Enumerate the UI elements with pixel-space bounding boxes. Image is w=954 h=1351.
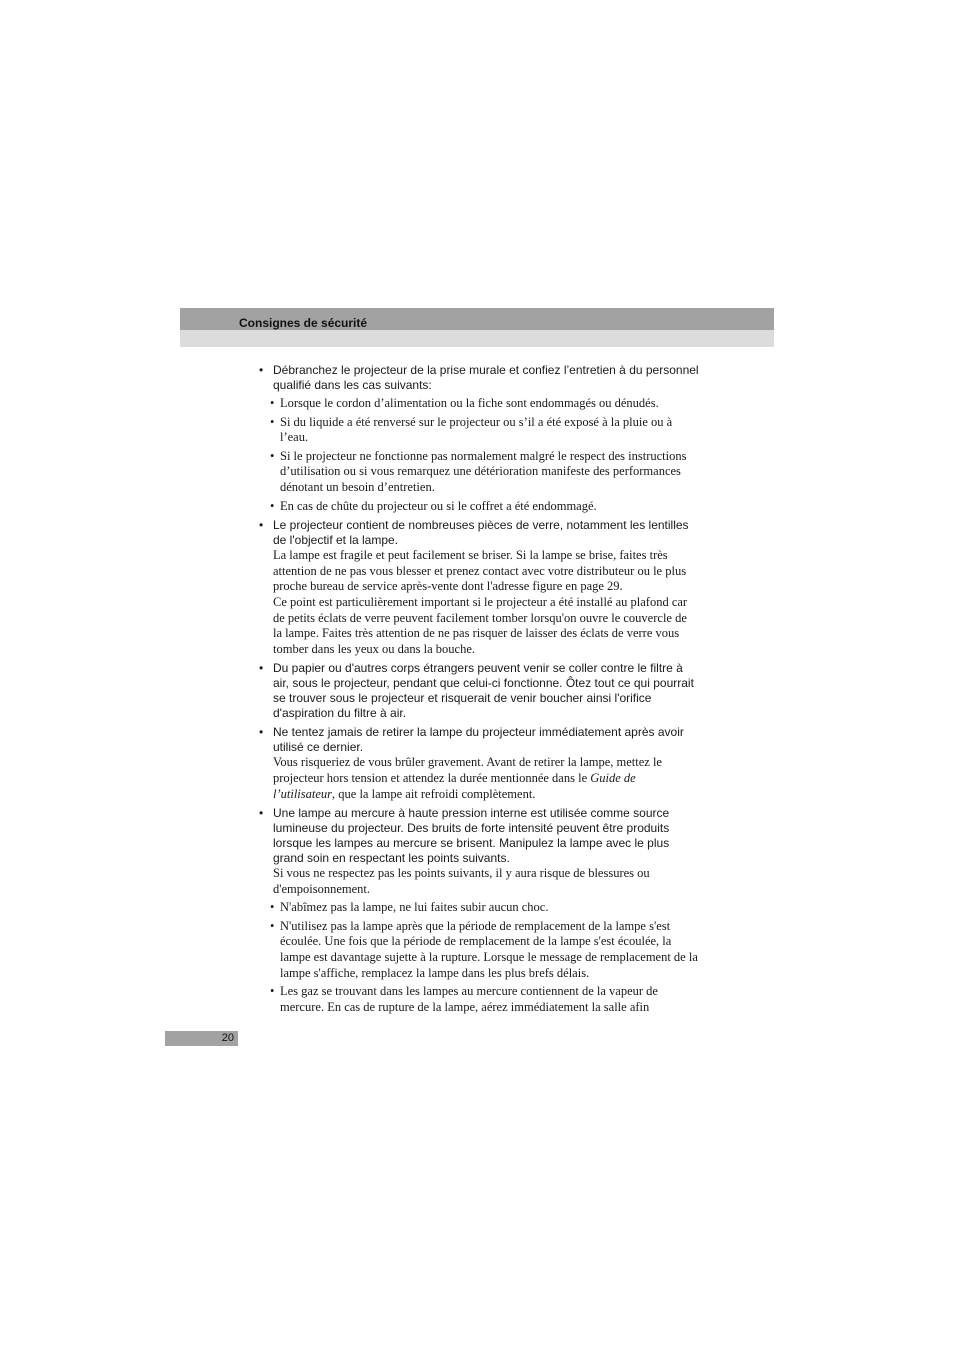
list-item bbox=[259, 363, 699, 514]
item-body-text: , que la lampe ait refroidi complètement. bbox=[332, 786, 536, 801]
sub-item bbox=[259, 919, 699, 981]
page-number-tab bbox=[165, 1031, 238, 1046]
item-lead: Débranchez le projecteur de la prise murale et confiez l’entretien à du personnel qualifié dans les cas suivants: bbox=[273, 363, 699, 392]
sub-item bbox=[259, 900, 699, 916]
bullet-icon: • bbox=[259, 725, 264, 740]
item-lead: Du papier ou d'autres corps étrangers peuvent venir se coller contre le filtre à air, sous le projecteur, pendant que celui-ci fonctionne. Ôtez tout ce qui pourrait se trouver sous le projecteur et risquerait de venir boucher ainsi l'orifice d'aspiration du filtre à air. bbox=[273, 661, 694, 721]
sub-item bbox=[259, 396, 699, 412]
item-body-text: Vous risqueriez de vous brûler gravement. Avant de retirer la lampe, mettez le projecteur hors tension et attendez la durée mentionnée dans le bbox=[273, 755, 662, 785]
sub-item bbox=[259, 415, 699, 446]
sub-list bbox=[259, 900, 699, 1015]
safety-instructions bbox=[259, 363, 699, 1019]
item-body: Si vous ne respectez pas les points suivants, il y aura risque de blessures ou d'empoisonnement. bbox=[273, 866, 650, 896]
bullet-icon: • bbox=[259, 363, 264, 377]
sub-item bbox=[259, 449, 699, 496]
bullet-icon: • bbox=[270, 984, 275, 999]
sub-list bbox=[259, 396, 699, 514]
bullet-icon: • bbox=[259, 518, 264, 533]
item-lead: Une lampe au mercure à haute pression interne est utilisée comme source lumineuse du projecteur. Des bruits de forte intensité peuvent être produits lorsque les lampes au mercure se brisent. Manipulez la lampe avec le plus grand soin en respectant les points suivants. bbox=[273, 806, 670, 866]
bullet-icon: • bbox=[270, 900, 275, 915]
section-header-bar bbox=[180, 308, 774, 330]
bullet-icon: • bbox=[270, 396, 275, 410]
list-item bbox=[259, 518, 699, 657]
list-item bbox=[259, 725, 699, 802]
page-number: 20 bbox=[221, 1032, 234, 1044]
sub-item-text: N'abîmez pas la lampe, ne lui faites subir aucun choc. bbox=[280, 900, 549, 915]
bullet-icon: • bbox=[270, 448, 275, 463]
bullet-icon: • bbox=[259, 661, 264, 676]
bullet-icon: • bbox=[270, 498, 275, 513]
item-body: La lampe est fragile et peut facilement se briser. Si la lampe se brise, faites très attention de ne pas vous blesser et prenez contact avec votre distributeur ou le plus proche bureau de service après-vente dont l'adresse figure en page 29. bbox=[273, 548, 687, 594]
sub-item-text: N'utilisez pas la lampe après que la période de remplacement de la lampe s'est écoulée. Une fois que la période de remplacement de la lampe s'est écoulée, la lampe est davantage sujette à la rupture. Lorsque le message de remplacement de la lampe s'affiche, remplacez la lampe dans les plus brefs délais. bbox=[280, 918, 698, 980]
bullet-icon: • bbox=[270, 918, 275, 933]
sub-item bbox=[259, 499, 699, 515]
item-lead: Le projecteur contient de nombreuses pièces de verre, notamment les lentilles de l'objectif et la lampe. bbox=[273, 518, 689, 548]
sub-item-text: Les gaz se trouvant dans les lampes au mercure contiennent de la vapeur de mercure. En cas de rupture de la lampe, aérez immédiatement la salle afin bbox=[280, 984, 658, 1014]
item-body bbox=[273, 755, 699, 802]
sub-item-text: En cas de chûte du projecteur ou si le coffret a été endommagé. bbox=[280, 498, 597, 513]
guide-reference: Guide de l’utilisateur bbox=[273, 770, 636, 801]
sub-item-text: Si le projecteur ne fonctionne pas normalement malgré le respect des instructions d’utilisation ou si vous remarquez une détérioration manifeste des performances dénotant un besoin d’entretien. bbox=[280, 448, 687, 494]
list-item bbox=[259, 806, 699, 1015]
bullet-icon: • bbox=[259, 806, 264, 821]
bullet-icon: • bbox=[270, 414, 275, 429]
list-item bbox=[259, 661, 699, 721]
item-lead: Ne tentez jamais de retirer la lampe du projecteur immédiatement après avoir utilisé ce dernier. bbox=[273, 725, 684, 755]
item-body: Ce point est particulièrement important si le projecteur a été installé au plafond car de petits éclats de verre peuvent facilement tomber lorsqu'on ouvre le couvercle de la lampe. Faites très attention de ne pas risquer de laisser des éclats de verre vous tomber dans les yeux ou dans la bouche. bbox=[273, 594, 688, 656]
sub-item bbox=[259, 984, 699, 1015]
section-header-subbar bbox=[180, 330, 774, 347]
sub-item-text: Si du liquide a été renversé sur le projecteur ou s’il a été exposé à la pluie ou à l’eau. bbox=[280, 414, 673, 445]
section-title: Consignes de sécurité bbox=[239, 316, 368, 330]
sub-item-text: Lorsque le cordon d’alimentation ou la fiche sont endommagés ou dénudés. bbox=[280, 396, 659, 410]
